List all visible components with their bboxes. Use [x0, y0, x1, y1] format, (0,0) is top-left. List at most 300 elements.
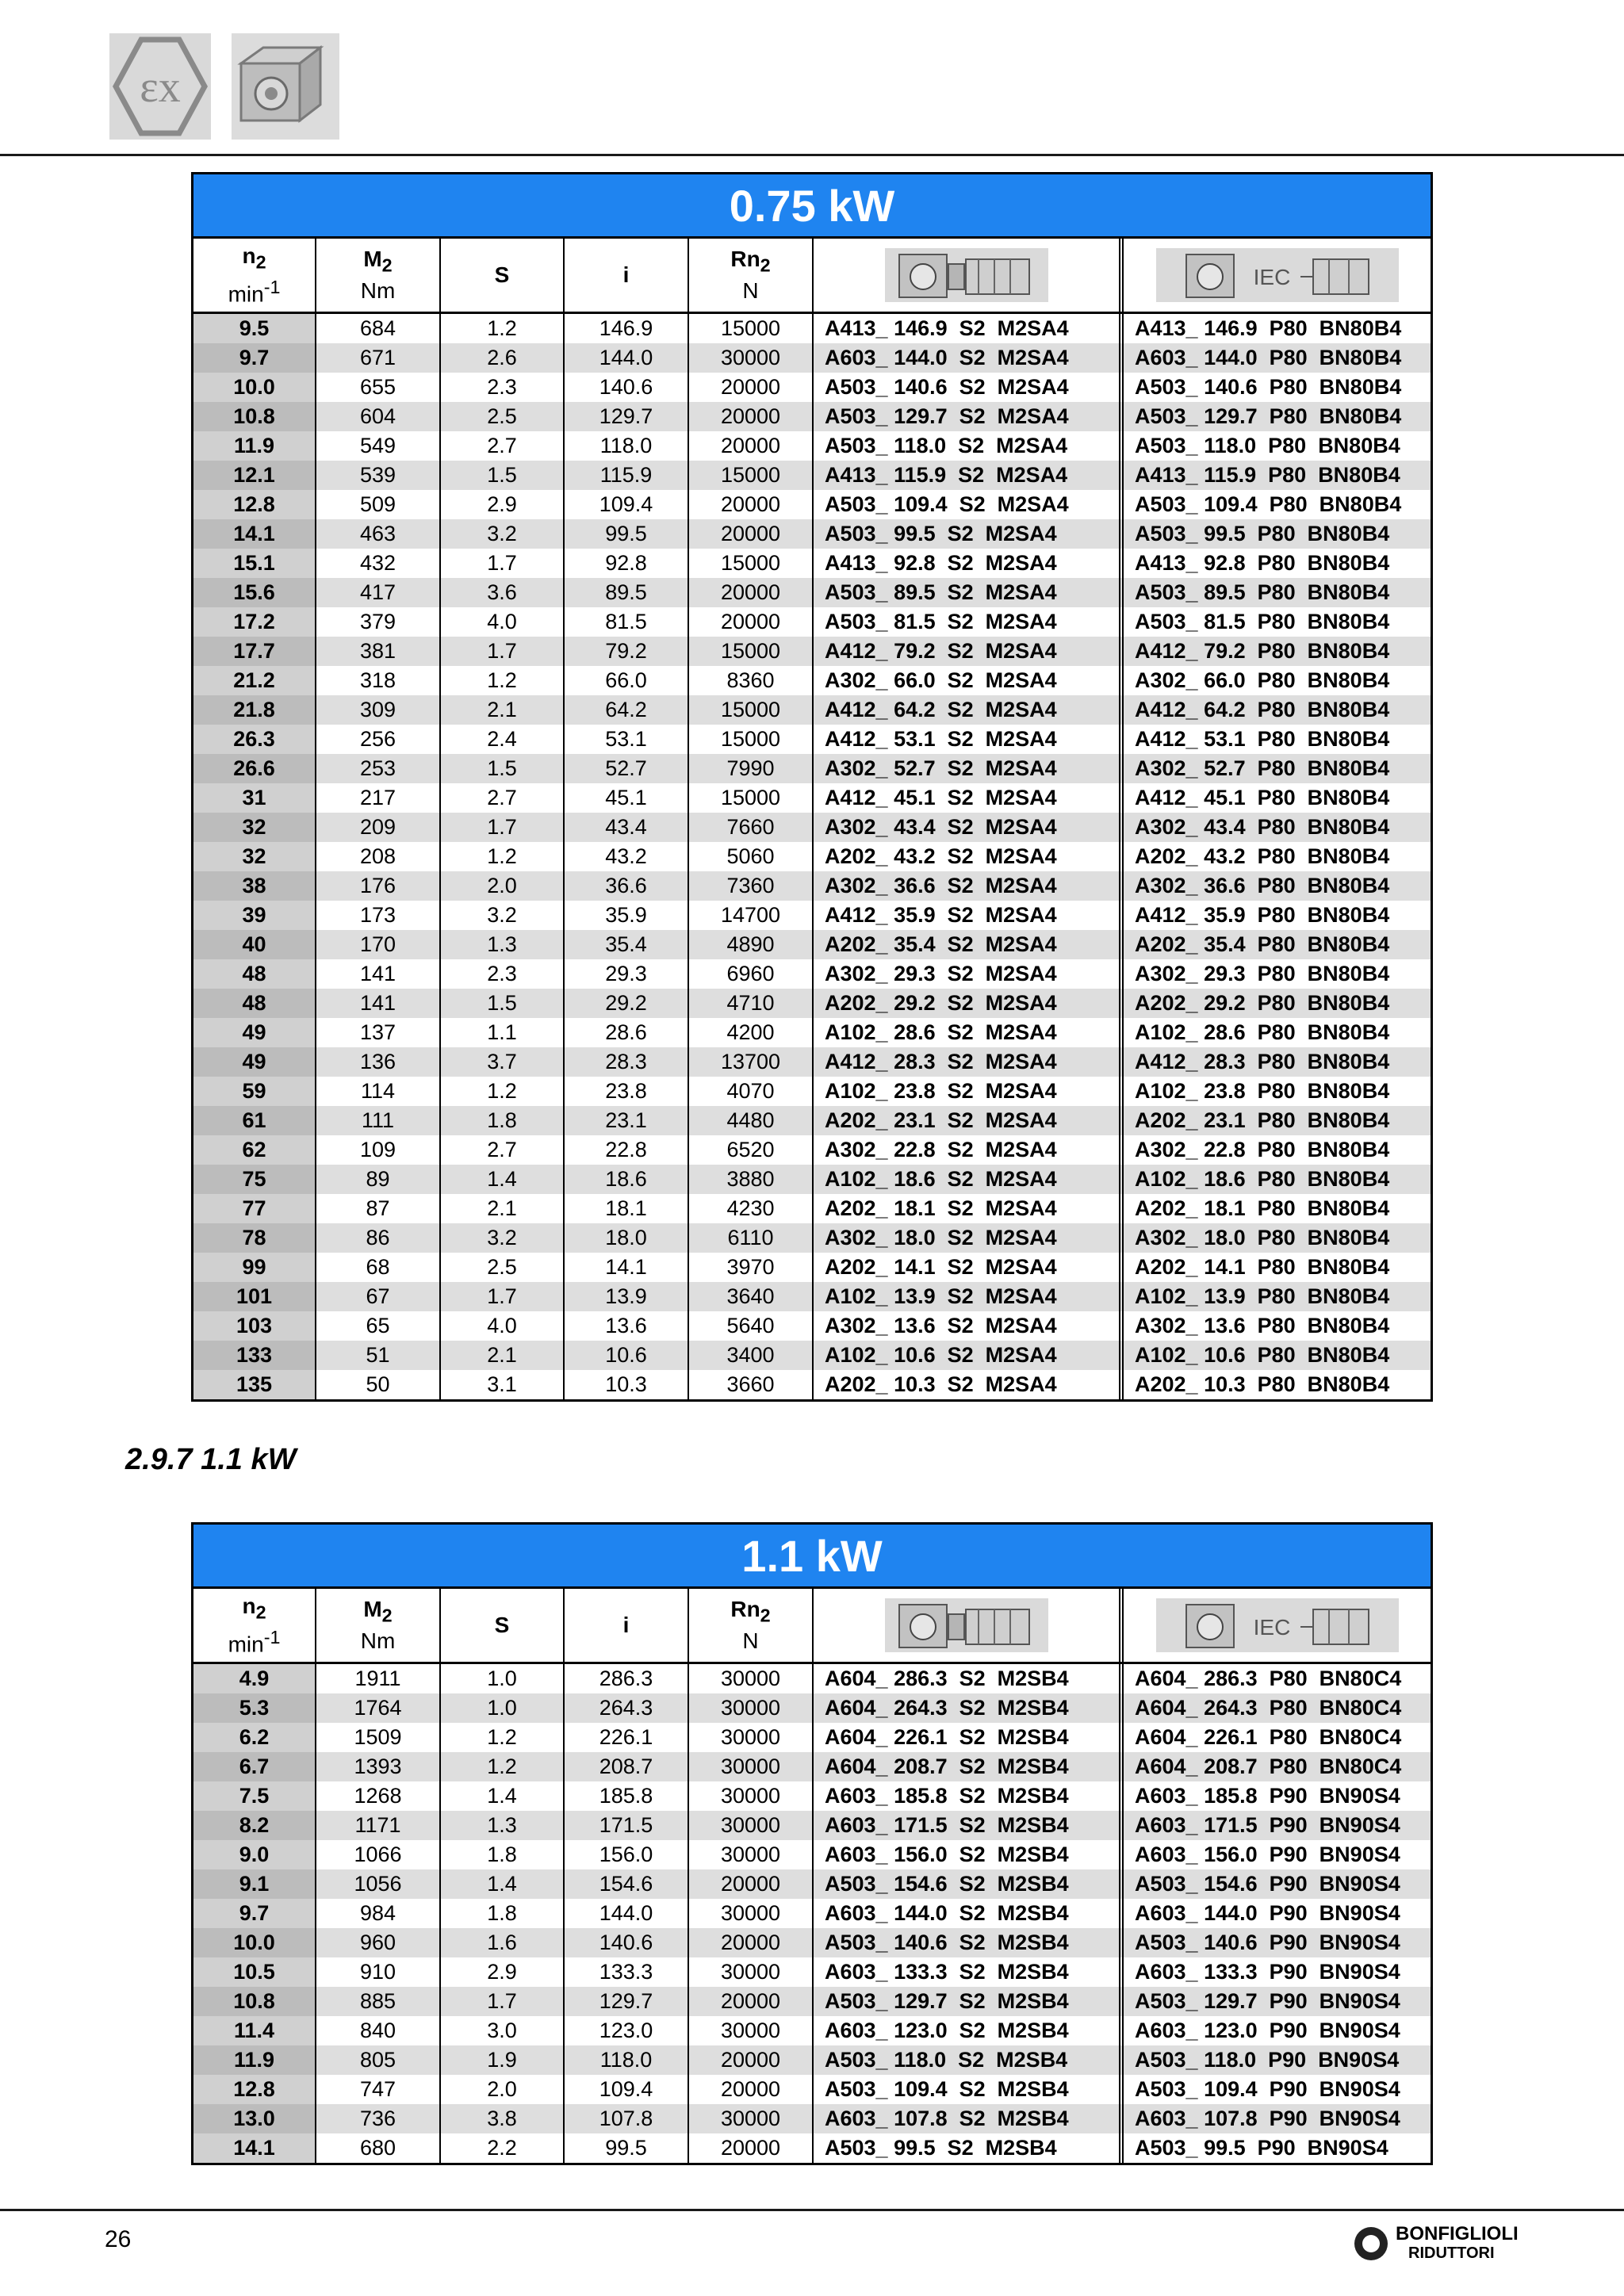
bonfiglioli-mark-icon — [1354, 2227, 1388, 2260]
cell-n2: 9.5 — [193, 314, 316, 343]
cell-s: 1.1 — [441, 1018, 565, 1047]
cell-m2: 805 — [316, 2045, 441, 2075]
cell-rn2: 13700 — [689, 1047, 814, 1077]
brand-name: BONFIGLIOLI — [1396, 2223, 1519, 2244]
cell-gearmotor-code: A102_ 23.8 S2 M2SA4 — [814, 1077, 1124, 1106]
cell-s: 2.0 — [441, 871, 565, 901]
table-row — [193, 725, 1431, 754]
cell-iec-code: A412_ 79.2 P80 BN80B4 — [1135, 639, 1390, 663]
cell-n2: 75 — [193, 1165, 316, 1194]
cell-m2: 114 — [316, 1077, 441, 1106]
cell-iec-code: A202_ 29.2 P80 BN80B4 — [1135, 991, 1390, 1015]
cell-m2: 604 — [316, 402, 441, 431]
cell-n2: 101 — [193, 1282, 316, 1311]
cell-n2: 49 — [193, 1047, 316, 1077]
cell-i: 53.1 — [565, 725, 689, 754]
table-row — [193, 314, 1431, 343]
table-row — [193, 989, 1431, 1018]
cell-s: 1.8 — [441, 1106, 565, 1135]
cell-rn2: 20000 — [689, 490, 814, 519]
cell-n2: 15.1 — [193, 549, 316, 578]
cell-i: 35.9 — [565, 901, 689, 930]
cell-m2: 86 — [316, 1223, 441, 1253]
cell-i: 43.2 — [565, 842, 689, 871]
cell-i: 115.9 — [565, 461, 689, 490]
cell-gearmotor-code: A413_ 115.9 S2 M2SA4 — [814, 461, 1124, 490]
cell-s: 2.5 — [441, 402, 565, 431]
bonfiglioli-logo — [1354, 2225, 1519, 2263]
cell-n2: 10.0 — [193, 1928, 316, 1957]
cell-rn2: 14700 — [689, 901, 814, 930]
cell-n2: 9.1 — [193, 1869, 316, 1899]
cell-m2: 209 — [316, 813, 441, 842]
col-header-rn2: $Rn_2$ N — [689, 1589, 814, 1662]
cell-gearmotor-code: A503_ 81.5 S2 M2SA4 — [814, 607, 1124, 637]
cell-iec-code: A302_ 18.0 P80 BN80B4 — [1135, 1226, 1390, 1249]
col-header-i: i — [565, 239, 689, 312]
cell-gearmotor-code: A604_ 226.1 S2 M2SB4 — [814, 1723, 1124, 1752]
cell-gearmotor-code: A603_ 144.0 S2 M2SB4 — [814, 1899, 1124, 1928]
table-row — [193, 2104, 1431, 2133]
cell-n2: 62 — [193, 1135, 316, 1165]
cell-m2: 984 — [316, 1899, 441, 1928]
cell-m2: 680 — [316, 2133, 441, 2163]
cell-iec-code: A202_ 14.1 P80 BN80B4 — [1135, 1255, 1390, 1279]
cell-n2: 8.2 — [193, 1811, 316, 1840]
cell-i: 171.5 — [565, 1811, 689, 1840]
cell-i: 99.5 — [565, 2133, 689, 2163]
cell-i: 29.3 — [565, 959, 689, 989]
cell-n2: 17.7 — [193, 637, 316, 666]
cell-rn2: 6960 — [689, 959, 814, 989]
cell-n2: 10.0 — [193, 373, 316, 402]
cell-gearmotor-code: A503_ 109.4 S2 M2SA4 — [814, 490, 1124, 519]
cell-s: 1.2 — [441, 1752, 565, 1781]
table-row — [193, 1370, 1431, 1399]
cell-m2: 379 — [316, 607, 441, 637]
cell-rn2: 3660 — [689, 1370, 814, 1399]
cell-i: 118.0 — [565, 431, 689, 461]
cell-gearmotor-code: A202_ 23.1 S2 M2SA4 — [814, 1106, 1124, 1135]
cell-m2: 381 — [316, 637, 441, 666]
cell-rn2: 4890 — [689, 930, 814, 959]
cell-iec-code: A102_ 18.6 P80 BN80B4 — [1135, 1167, 1390, 1191]
table-row — [193, 1253, 1431, 1282]
cell-rn2: 20000 — [689, 2075, 814, 2104]
cell-rn2: 15000 — [689, 783, 814, 813]
cell-m2: 217 — [316, 783, 441, 813]
table-row — [193, 2016, 1431, 2045]
cell-rn2: 20000 — [689, 2045, 814, 2075]
cell-m2: 173 — [316, 901, 441, 930]
cell-i: 13.6 — [565, 1311, 689, 1341]
cell-i: 23.8 — [565, 1077, 689, 1106]
cell-n2: 11.9 — [193, 431, 316, 461]
cell-s: 3.0 — [441, 2016, 565, 2045]
cell-m2: 1171 — [316, 1811, 441, 1840]
cell-rn2: 4200 — [689, 1018, 814, 1047]
col-header-i: i — [565, 1589, 689, 1662]
cell-i: 29.2 — [565, 989, 689, 1018]
cell-i: 18.6 — [565, 1165, 689, 1194]
cell-i: 22.8 — [565, 1135, 689, 1165]
cell-s: 1.2 — [441, 666, 565, 695]
cell-s: 1.5 — [441, 754, 565, 783]
table-row — [193, 1899, 1431, 1928]
table-row — [193, 1165, 1431, 1194]
cell-n2: 133 — [193, 1341, 316, 1370]
cell-s: 1.3 — [441, 930, 565, 959]
cell-iec-code: A202_ 35.4 P80 BN80B4 — [1135, 932, 1390, 956]
cell-n2: 11.9 — [193, 2045, 316, 2075]
cell-m2: 141 — [316, 989, 441, 1018]
table-row — [193, 1811, 1431, 1840]
table-row — [193, 637, 1431, 666]
cell-m2: 67 — [316, 1282, 441, 1311]
cell-n2: 21.8 — [193, 695, 316, 725]
cell-n2: 49 — [193, 1018, 316, 1047]
cell-rn2: 4710 — [689, 989, 814, 1018]
cell-n2: 9.7 — [193, 1899, 316, 1928]
cell-iec-code: A604_ 264.3 P80 BN80C4 — [1135, 1696, 1402, 1720]
cell-m2: 549 — [316, 431, 441, 461]
cell-gearmotor-code: A603_ 171.5 S2 M2SB4 — [814, 1811, 1124, 1840]
section-heading: 2.9.7 1.1 kW — [125, 1443, 297, 1476]
cell-iec-code: A302_ 36.6 P80 BN80B4 — [1135, 874, 1390, 897]
footer-rule — [0, 2209, 1624, 2211]
cell-iec-code: A202_ 23.1 P80 BN80B4 — [1135, 1108, 1390, 1132]
cell-gearmotor-code: A302_ 36.6 S2 M2SA4 — [814, 871, 1124, 901]
cell-s: 2.3 — [441, 373, 565, 402]
table-row — [193, 695, 1431, 725]
cell-s: 1.5 — [441, 989, 565, 1018]
cell-i: 133.3 — [565, 1957, 689, 1987]
cell-i: 99.5 — [565, 519, 689, 549]
cell-i: 123.0 — [565, 2016, 689, 2045]
cell-gearmotor-code: A102_ 10.6 S2 M2SA4 — [814, 1341, 1124, 1370]
svg-text:IEC: IEC — [1253, 265, 1290, 289]
cell-gearmotor-code: A603_ 144.0 S2 M2SA4 — [814, 343, 1124, 373]
svg-text:εx: εx — [140, 63, 181, 112]
cell-gearmotor-code: A503_ 140.6 S2 M2SA4 — [814, 373, 1124, 402]
cell-iec-code: A603_ 144.0 P80 BN80B4 — [1135, 346, 1402, 369]
cell-i: 66.0 — [565, 666, 689, 695]
cell-m2: 109 — [316, 1135, 441, 1165]
cell-gearmotor-code: A603_ 107.8 S2 M2SB4 — [814, 2104, 1124, 2133]
gearmotor-icon — [232, 33, 339, 140]
table-row — [193, 1077, 1431, 1106]
cell-s: 1.4 — [441, 1165, 565, 1194]
table-row — [193, 1135, 1431, 1165]
cell-n2: 103 — [193, 1311, 316, 1341]
cell-m2: 176 — [316, 871, 441, 901]
cell-gearmotor-code: A413_ 92.8 S2 M2SA4 — [814, 549, 1124, 578]
table-row — [193, 871, 1431, 901]
cell-s: 3.1 — [441, 1370, 565, 1399]
cell-rn2: 20000 — [689, 1928, 814, 1957]
cell-s: 1.7 — [441, 813, 565, 842]
col-header-iec-gearmotor-icon — [1124, 239, 1431, 312]
cell-rn2: 3880 — [689, 1165, 814, 1194]
cell-s: 2.4 — [441, 725, 565, 754]
cell-rn2: 30000 — [689, 1899, 814, 1928]
cell-m2: 960 — [316, 1928, 441, 1957]
cell-m2: 684 — [316, 314, 441, 343]
cell-s: 2.0 — [441, 2075, 565, 2104]
cell-m2: 1764 — [316, 1693, 441, 1723]
cell-i: 18.0 — [565, 1223, 689, 1253]
cell-iec-code: A604_ 208.7 P80 BN80C4 — [1135, 1755, 1402, 1778]
cell-i: 28.3 — [565, 1047, 689, 1077]
cell-s: 2.1 — [441, 1341, 565, 1370]
cell-iec-code: A202_ 10.3 P80 BN80B4 — [1135, 1372, 1390, 1396]
cell-i: 144.0 — [565, 1899, 689, 1928]
atex-ex-logo-icon — [109, 33, 211, 140]
table-row — [193, 461, 1431, 490]
cell-gearmotor-code: A503_ 118.0 S2 M2SA4 — [814, 431, 1124, 461]
cell-m2: 208 — [316, 842, 441, 871]
cell-rn2: 30000 — [689, 2104, 814, 2133]
cell-gearmotor-code: A413_ 146.9 S2 M2SA4 — [814, 314, 1124, 343]
cell-i: 286.3 — [565, 1664, 689, 1693]
cell-s: 1.2 — [441, 1723, 565, 1752]
cell-s: 1.4 — [441, 1869, 565, 1899]
cell-i: 129.7 — [565, 1987, 689, 2016]
cell-n2: 9.7 — [193, 343, 316, 373]
cell-n2: 14.1 — [193, 2133, 316, 2163]
cell-s: 1.5 — [441, 461, 565, 490]
cell-rn2: 30000 — [689, 343, 814, 373]
cell-i: 14.1 — [565, 1253, 689, 1282]
cell-i: 264.3 — [565, 1693, 689, 1723]
cell-i: 92.8 — [565, 549, 689, 578]
cell-n2: 11.4 — [193, 2016, 316, 2045]
cell-rn2: 30000 — [689, 1811, 814, 1840]
cell-gearmotor-code: A302_ 13.6 S2 M2SA4 — [814, 1311, 1124, 1341]
col-header-m2: $M_2$ Nm — [316, 1589, 441, 1662]
cell-iec-code: A302_ 43.4 P80 BN80B4 — [1135, 815, 1390, 839]
table-title: 1.1 kW — [193, 1525, 1431, 1589]
cell-m2: 253 — [316, 754, 441, 783]
cell-s: 1.7 — [441, 1282, 565, 1311]
cell-m2: 318 — [316, 666, 441, 695]
table-row — [193, 2133, 1431, 2163]
cell-gearmotor-code: A302_ 43.4 S2 M2SA4 — [814, 813, 1124, 842]
cell-m2: 1268 — [316, 1781, 441, 1811]
cell-s: 3.7 — [441, 1047, 565, 1077]
cell-rn2: 30000 — [689, 1957, 814, 1987]
cell-iec-code: A603_ 123.0 P90 BN90S4 — [1135, 2019, 1400, 2042]
cell-i: 185.8 — [565, 1781, 689, 1811]
cell-n2: 48 — [193, 959, 316, 989]
cell-rn2: 20000 — [689, 402, 814, 431]
cell-n2: 9.0 — [193, 1840, 316, 1869]
table-row — [193, 1987, 1431, 2016]
cell-i: 118.0 — [565, 2045, 689, 2075]
cell-rn2: 7660 — [689, 813, 814, 842]
table-body — [193, 1664, 1431, 2163]
cell-iec-code: A503_ 89.5 P80 BN80B4 — [1135, 580, 1390, 604]
cell-gearmotor-code: A202_ 10.3 S2 M2SA4 — [814, 1370, 1124, 1399]
cell-iec-code: A604_ 286.3 P80 BN80C4 — [1135, 1667, 1402, 1690]
cell-rn2: 30000 — [689, 1723, 814, 1752]
table-row — [193, 1018, 1431, 1047]
cell-s: 1.2 — [441, 1077, 565, 1106]
cell-m2: 1509 — [316, 1723, 441, 1752]
table-row — [193, 1723, 1431, 1752]
cell-n2: 15.6 — [193, 578, 316, 607]
cell-gearmotor-code: A503_ 118.0 S2 M2SB4 — [814, 2045, 1124, 2075]
cell-m2: 87 — [316, 1194, 441, 1223]
cell-gearmotor-code: A604_ 264.3 S2 M2SB4 — [814, 1693, 1124, 1723]
cell-s: 2.7 — [441, 783, 565, 813]
table-row — [193, 549, 1431, 578]
table-row — [193, 1341, 1431, 1370]
cell-n2: 4.9 — [193, 1664, 316, 1693]
cell-iec-code: A503_ 99.5 P90 BN90S4 — [1135, 2136, 1388, 2160]
cell-m2: 111 — [316, 1106, 441, 1135]
cell-n2: 6.2 — [193, 1723, 316, 1752]
cell-i: 64.2 — [565, 695, 689, 725]
cell-n2: 12.8 — [193, 2075, 316, 2104]
cell-s: 2.5 — [441, 1253, 565, 1282]
cell-i: 35.4 — [565, 930, 689, 959]
table-row — [193, 842, 1431, 871]
cell-iec-code: A102_ 28.6 P80 BN80B4 — [1135, 1020, 1390, 1044]
table-row — [193, 1693, 1431, 1723]
cell-iec-code: A412_ 28.3 P80 BN80B4 — [1135, 1050, 1390, 1073]
cell-n2: 7.5 — [193, 1781, 316, 1811]
cell-s: 1.4 — [441, 1781, 565, 1811]
brand-subname: RIDUTTORI — [1408, 2244, 1495, 2262]
cell-iec-code: A603_ 185.8 P90 BN90S4 — [1135, 1784, 1400, 1808]
cell-iec-code: A302_ 29.3 P80 BN80B4 — [1135, 962, 1390, 985]
cell-n2: 32 — [193, 813, 316, 842]
cell-i: 18.1 — [565, 1194, 689, 1223]
table-row — [193, 431, 1431, 461]
cell-iec-code: A503_ 129.7 P80 BN80B4 — [1135, 404, 1402, 428]
cell-m2: 1393 — [316, 1752, 441, 1781]
cell-s: 2.2 — [441, 2133, 565, 2163]
cell-iec-code: A503_ 154.6 P90 BN90S4 — [1135, 1872, 1400, 1896]
cell-s: 1.8 — [441, 1840, 565, 1869]
cell-gearmotor-code: A302_ 52.7 S2 M2SA4 — [814, 754, 1124, 783]
cell-i: 13.9 — [565, 1282, 689, 1311]
cell-i: 109.4 — [565, 490, 689, 519]
cell-n2: 61 — [193, 1106, 316, 1135]
cell-m2: 1056 — [316, 1869, 441, 1899]
cell-iec-code: A603_ 144.0 P90 BN90S4 — [1135, 1901, 1400, 1925]
cell-i: 107.8 — [565, 2104, 689, 2133]
cell-i: 109.4 — [565, 2075, 689, 2104]
col-header-gearmotor-icon — [814, 239, 1124, 312]
cell-s: 4.0 — [441, 607, 565, 637]
cell-iec-code: A302_ 66.0 P80 BN80B4 — [1135, 668, 1390, 692]
cell-s: 2.9 — [441, 490, 565, 519]
col-header-iec-gearmotor-icon — [1124, 1589, 1431, 1662]
cell-iec-code: A503_ 118.0 P90 BN90S4 — [1135, 2048, 1400, 2072]
cell-i: 43.4 — [565, 813, 689, 842]
table-row — [193, 666, 1431, 695]
cell-i: 144.0 — [565, 343, 689, 373]
cell-gearmotor-code: A503_ 140.6 S2 M2SB4 — [814, 1928, 1124, 1957]
cell-rn2: 6520 — [689, 1135, 814, 1165]
col-header-n2: $n_2$ $\min^{-1}$ — [193, 239, 316, 312]
cell-m2: 417 — [316, 578, 441, 607]
cell-iec-code: A412_ 53.1 P80 BN80B4 — [1135, 727, 1390, 751]
cell-iec-code: A413_ 146.9 P80 BN80B4 — [1135, 316, 1402, 340]
table-row — [193, 578, 1431, 607]
cell-n2: 59 — [193, 1077, 316, 1106]
cell-n2: 135 — [193, 1370, 316, 1399]
cell-n2: 26.3 — [193, 725, 316, 754]
table-title: 0.75 kW — [193, 174, 1431, 239]
col-header-s: S — [441, 1589, 565, 1662]
cell-rn2: 20000 — [689, 2133, 814, 2163]
cell-s: 3.6 — [441, 578, 565, 607]
cell-n2: 32 — [193, 842, 316, 871]
cell-m2: 68 — [316, 1253, 441, 1282]
cell-gearmotor-code: A412_ 53.1 S2 M2SA4 — [814, 725, 1124, 754]
cell-n2: 12.1 — [193, 461, 316, 490]
cell-n2: 77 — [193, 1194, 316, 1223]
page-header — [0, 0, 1624, 155]
cell-m2: 1066 — [316, 1840, 441, 1869]
cell-m2: 256 — [316, 725, 441, 754]
cell-iec-code: A603_ 133.3 P90 BN90S4 — [1135, 1960, 1400, 1984]
table-row — [193, 1194, 1431, 1223]
cell-s: 2.7 — [441, 1135, 565, 1165]
cell-gearmotor-code: A412_ 45.1 S2 M2SA4 — [814, 783, 1124, 813]
cell-m2: 885 — [316, 1987, 441, 2016]
table-row — [193, 901, 1431, 930]
cell-n2: 39 — [193, 901, 316, 930]
table-row — [193, 373, 1431, 402]
cell-s: 2.9 — [441, 1957, 565, 1987]
cell-m2: 309 — [316, 695, 441, 725]
cell-n2: 14.1 — [193, 519, 316, 549]
cell-iec-code: A603_ 156.0 P90 BN90S4 — [1135, 1843, 1400, 1866]
cell-m2: 671 — [316, 343, 441, 373]
table-row — [193, 813, 1431, 842]
table-row — [193, 1957, 1431, 1987]
cell-iec-code: A412_ 64.2 P80 BN80B4 — [1135, 698, 1390, 721]
col-header-s: S — [441, 239, 565, 312]
cell-i: 146.9 — [565, 314, 689, 343]
cell-s: 2.1 — [441, 695, 565, 725]
table-row — [193, 754, 1431, 783]
cell-gearmotor-code: A604_ 208.7 S2 M2SB4 — [814, 1752, 1124, 1781]
cell-s: 1.7 — [441, 637, 565, 666]
cell-iec-code: A503_ 109.4 P90 BN90S4 — [1135, 2077, 1400, 2101]
cell-gearmotor-code: A302_ 66.0 S2 M2SA4 — [814, 666, 1124, 695]
cell-gearmotor-code: A102_ 13.9 S2 M2SA4 — [814, 1282, 1124, 1311]
cell-gearmotor-code: A603_ 185.8 S2 M2SB4 — [814, 1781, 1124, 1811]
cell-n2: 13.0 — [193, 2104, 316, 2133]
table-row — [193, 343, 1431, 373]
col-header-n2: $n_2$ $\min^{-1}$ — [193, 1589, 316, 1662]
cell-gearmotor-code: A503_ 154.6 S2 M2SB4 — [814, 1869, 1124, 1899]
cell-iec-code: A302_ 52.7 P80 BN80B4 — [1135, 756, 1390, 780]
table-row — [193, 1311, 1431, 1341]
cell-m2: 463 — [316, 519, 441, 549]
cell-n2: 10.8 — [193, 402, 316, 431]
cell-m2: 509 — [316, 490, 441, 519]
cell-n2: 17.2 — [193, 607, 316, 637]
cell-n2: 10.5 — [193, 1957, 316, 1987]
power-table-1-1kw — [191, 1522, 1433, 2165]
cell-s: 3.2 — [441, 519, 565, 549]
